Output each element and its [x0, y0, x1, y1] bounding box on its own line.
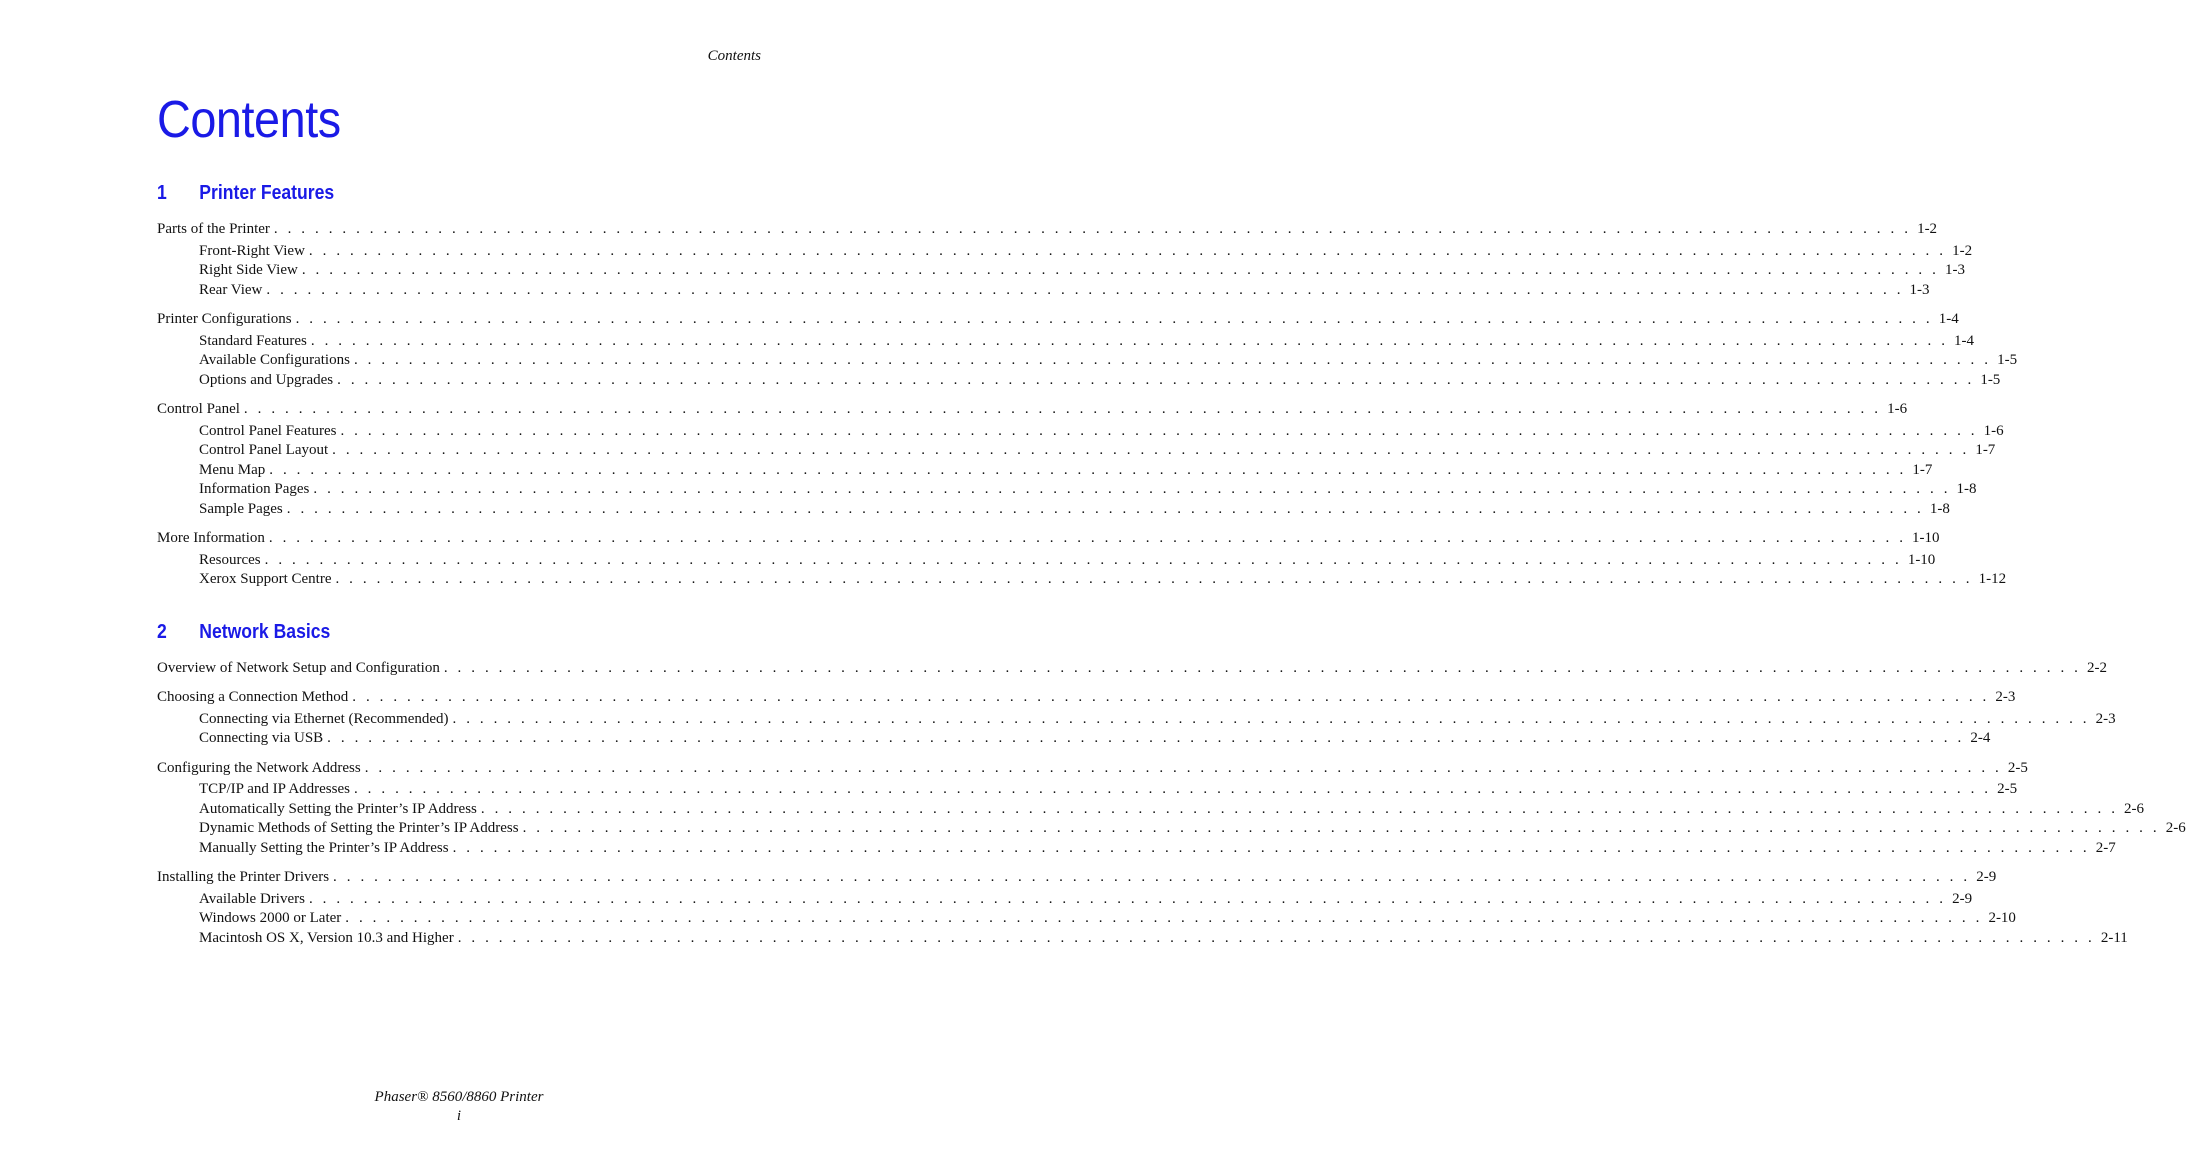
toc-entry-title: Available Drivers — [199, 890, 305, 907]
footer-page-number: i — [456, 1108, 462, 1124]
toc-entry-title: Overview of Network Setup and Configuration — [157, 659, 440, 676]
toc-page-number: 2-10 — [1988, 910, 2016, 926]
toc-page-number: 2-9 — [1952, 890, 1973, 907]
toc-subentry[interactable] — [157, 890, 1973, 910]
toc-entry-title: Installing the Printer Drivers — [157, 869, 330, 885]
dot-leader: . . . . . . . . . . . . . . . . . . . . . . . . . . . . . . . . . . . . . . . . . . . . . . . . . . . . . . . . . . . . . . . . . . . . . . . . . . . . . . . . . . . . . . . . . . . . . . . . . . . . . . . . . . . . . . . . . . . . . . . . — [452, 839, 2090, 856]
toc-subentry[interactable] — [157, 570, 2007, 590]
toc-group — [157, 220, 1973, 300]
toc-page-number: 1-2 — [1952, 242, 1973, 259]
toc-entry-title: Control Panel Layout — [199, 442, 329, 458]
toc-entry[interactable] — [157, 759, 2028, 779]
toc-group — [157, 759, 2186, 859]
toc-subentry[interactable] — [157, 800, 2145, 820]
toc-page-number: 2-5 — [2007, 759, 2028, 776]
toc-subentry[interactable] — [157, 500, 1950, 520]
dot-leader: . . . . . . . . . . . . . . . . . . . . . . . . . . . . . . . . . . . . . . . . . . . . . . . . . . . . . . . . . . . . . . . . . . . . . . . . . . . . . . . . . . . . . . . . . . . . . . . . . . . . . . . . . . . . . . . . . . . . . . . . — [457, 929, 2095, 946]
toc-page-number: 2-6 — [2124, 800, 2145, 817]
chapter-heading[interactable] — [157, 176, 689, 210]
toc-entry-title: Front-Right View — [199, 242, 305, 259]
toc-subentry[interactable] — [157, 819, 2186, 839]
toc-page-number: 1-5 — [1980, 371, 2001, 388]
toc-page-number: 2-3 — [1995, 689, 2016, 705]
page-footer — [0, 1088, 918, 1126]
dot-leader: . . . . . . . . . . . . . . . . . . . . . . . . . . . . . . . . . . . . . . . . . . . . . . . . . . . . . . . . . . . . . . . . . . . . . . . . . . . . . . . . . . . . . . . . . . . . . . . . . . . . . . . . . . . . . . . . . . . . . . . . — [310, 332, 1949, 349]
toc-page-number: 1-6 — [1887, 401, 1908, 417]
toc-entry-title: Available Configurations — [199, 352, 350, 368]
dot-leader: . . . . . . . . . . . . . . . . . . . . . . . . . . . . . . . . . . . . . . . . . . . . . . . . . . . . . . . . . . . . . . . . . . . . . . . . . . . . . . . . . . . . . . . . . . . . . . . . . . . . . . . . . . . . . . . . . . . . . . . . — [522, 820, 2160, 836]
dot-leader: . . . . . . . . . . . . . . . . . . . . . . . . . . . . . . . . . . . . . . . . . . . . . . . . . . . . . . . . . . . . . . . . . . . . . . . . . . . . . . . . . . . . . . . . . . . . . . . . . . . . . . . . . . . . . . . . . . . . . . . . — [340, 422, 1978, 439]
toc-subentry[interactable] — [157, 441, 1996, 461]
toc-page-number: 2-3 — [2095, 710, 2116, 727]
toc-page-number: 1-12 — [1978, 571, 2007, 587]
dot-leader: . . . . . . . . . . . . . . . . . . . . . . . . . . . . . . . . . . . . . . . . . . . . . . . . . . . . . . . . . . . . . . . . . . . . . . . . . . . . . . . . . . . . . . . . . . . . . . . . . . . . . . . . . . . . . . . . . . . . . . . . — [353, 781, 1992, 797]
toc-entry-title: Control Panel — [157, 401, 240, 417]
dot-leader: . . . . . . . . . . . . . . . . . . . . . . . . . . . . . . . . . . . . . . . . . . . . . . . . . . . . . . . . . . . . . . . . . . . . . . . . . . . . . . . . . . . . . . . . . . . . . . . . . . . . . . . . . . . . . . . . . . . . . . . . — [480, 800, 2119, 817]
toc-page-number: 2-11 — [2100, 929, 2128, 946]
toc-entry[interactable] — [157, 310, 1959, 330]
running-header: Contents — [707, 48, 761, 64]
toc-subentry[interactable] — [157, 422, 2004, 442]
toc-entry-title: Resources — [199, 551, 261, 568]
toc-group — [157, 868, 2128, 948]
toc-subentry[interactable] — [157, 909, 2016, 929]
chapter-number: 1 — [157, 182, 167, 204]
toc-page-number: 1-2 — [1917, 221, 1938, 237]
dot-leader: . . . . . . . . . . . . . . . . . . . . . . . . . . . . . . . . . . . . . . . . . . . . . . . . . . . . . . . . . . . . . . . . . . . . . . . . . . . . . . . . . . . . . . . . . . . . . . . . . . . . . . . . . . . . . . . . . . . . . . . . — [352, 689, 1990, 705]
toc-entry-title: Standard Features — [199, 332, 307, 349]
toc-entry-title: Right Side View — [199, 262, 298, 278]
toc-subentry[interactable] — [157, 839, 2116, 859]
dot-leader: . . . . . . . . . . . . . . . . . . . . . . . . . . . . . . . . . . . . . . . . . . . . . . . . . . . . . . . . . . . . . . . . . . . . . . . . . . . . . . . . . . . . . . . . . . . . . . . . . . . . . . . . . . . . . . . . . . . . . . . . — [266, 281, 1904, 298]
chapter-heading[interactable] — [157, 615, 689, 649]
toc-entry-title: Choosing a Connection Method — [157, 689, 349, 705]
dot-leader: . . . . . . . . . . . . . . . . . . . . . . . . . . . . . . . . . . . . . . . . . . . . . . . . . . . . . . . . . . . . . . . . . . . . . . . . . . . . . . . . . . . . . . . . . . . . . . . . . . . . . . . . . . . . . . . . . . . . . . . . — [337, 371, 1975, 388]
toc-page-number: 1-3 — [1944, 262, 1965, 278]
dot-leader: . . . . . . . . . . . . . . . . . . . . . . . . . . . . . . . . . . . . . . . . . . . . . . . . . . . . . . . . . . . . . . . . . . . . . . . . . . . . . . . . . . . . . . . . . . . . . . . . . . . . . . . . . . . . . . . . . . . . . . . . — [273, 221, 1912, 237]
toc-entry-title: TCP/IP and IP Addresses — [199, 781, 350, 797]
toc-entry[interactable] — [157, 400, 1908, 420]
toc-page-number: 1-3 — [1909, 281, 1930, 298]
toc-subentry[interactable] — [157, 480, 1977, 500]
dot-leader: . . . . . . . . . . . . . . . . . . . . . . . . . . . . . . . . . . . . . . . . . . . . . . . . . . . . . . . . . . . . . . . . . . . . . . . . . . . . . . . . . . . . . . . . . . . . . . . . . . . . . . . . . . . . . . . . . . . . . . . . — [335, 571, 1973, 587]
toc-subentry[interactable] — [157, 710, 2116, 730]
dot-leader: . . . . . . . . . . . . . . . . . . . . . . . . . . . . . . . . . . . . . . . . . . . . . . . . . . . . . . . . . . . . . . . . . . . . . . . . . . . . . . . . . . . . . . . . . . . . . . . . . . . . . . . . . . . . . . . . . . . . . . . . — [269, 461, 1907, 478]
toc-page-number: 2-7 — [2095, 839, 2116, 856]
toc-page-number: 2-9 — [1976, 869, 1997, 885]
toc-subentry[interactable] — [157, 780, 2018, 800]
toc-entry-title: Options and Upgrades — [199, 371, 334, 388]
dot-leader: . . . . . . . . . . . . . . . . . . . . . . . . . . . . . . . . . . . . . . . . . . . . . . . . . . . . . . . . . . . . . . . . . . . . . . . . . . . . . . . . . . . . . . . . . . . . . . . . . . . . . . . . . . . . . . . . . . . . . . . . — [364, 759, 2002, 776]
toc-page-number: 1-7 — [1975, 442, 1996, 458]
toc-entry-title: Control Panel Features — [199, 422, 337, 439]
dot-leader: . . . . . . . . . . . . . . . . . . . . . . . . . . . . . . . . . . . . . . . . . . . . . . . . . . . . . . . . . . . . . . . . . . . . . . . . . . . . . . . . . . . . . . . . . . . . . . . . . . . . . . . . . . . . . . . . . . . . . . . . — [286, 500, 1924, 517]
toc-entry-title: Parts of the Printer — [157, 221, 270, 237]
dot-leader: . . . . . . . . . . . . . . . . . . . . . . . . . . . . . . . . . . . . . . . . . . . . . . . . . . . . . . . . . . . . . . . . . . . . . . . . . . . . . . . . . . . . . . . . . . . . . . . . . . . . . . . . . . . . . . . . . . . . . . . . — [243, 401, 1882, 417]
toc-entry-title: Sample Pages — [199, 500, 283, 517]
toc-entry-title: More Information — [157, 530, 265, 546]
toc-page-number: 1-8 — [1929, 500, 1950, 517]
toc-page-number: 1-10 — [1907, 551, 1936, 568]
page-title: Contents — [157, 91, 341, 149]
dot-leader: . . . . . . . . . . . . . . . . . . . . . . . . . . . . . . . . . . . . . . . . . . . . . . . . . . . . . . . . . . . . . . . . . . . . . . . . . . . . . . . . . . . . . . . . . . . . . . . . . . . . . . . . . . . . . . . . . . . . . . . . — [264, 551, 1902, 568]
toc-entry[interactable] — [157, 529, 1940, 549]
dot-leader: . . . . . . . . . . . . . . . . . . . . . . . . . . . . . . . . . . . . . . . . . . . . . . . . . . . . . . . . . . . . . . . . . . . . . . . . . . . . . . . . . . . . . . . . . . . . . . . . . . . . . . . . . . . . . . . . . . . . . . . . — [313, 481, 1951, 497]
chapter-title: Network Basics — [199, 620, 331, 643]
dot-leader: . . . . . . . . . . . . . . . . . . . . . . . . . . . . . . . . . . . . . . . . . . . . . . . . . . . . . . . . . . . . . . . . . . . . . . . . . . . . . . . . . . . . . . . . . . . . . . . . . . . . . . . . . . . . . . . . . . . . . . . . — [268, 530, 1907, 546]
dot-leader: . . . . . . . . . . . . . . . . . . . . . . . . . . . . . . . . . . . . . . . . . . . . . . . . . . . . . . . . . . . . . . . . . . . . . . . . . . . . . . . . . . . . . . . . . . . . . . . . . . . . . . . . . . . . . . . . . . . . . . . . — [443, 659, 2082, 676]
chapter-section — [157, 615, 2186, 949]
dot-leader: . . . . . . . . . . . . . . . . . . . . . . . . . . . . . . . . . . . . . . . . . . . . . . . . . . . . . . . . . . . . . . . . . . . . . . . . . . . . . . . . . . . . . . . . . . . . . . . . . . . . . . . . . . . . . . . . . . . . . . . . — [301, 262, 1939, 278]
toc-entry-title: Information Pages — [199, 481, 310, 497]
dot-leader: . . . . . . . . . . . . . . . . . . . . . . . . . . . . . . . . . . . . . . . . . . . . . . . . . . . . . . . . . . . . . . . . . . . . . . . . . . . . . . . . . . . . . . . . . . . . . . . . . . . . . . . . . . . . . . . . . . . . . . . . — [452, 710, 2090, 727]
toc-page-number: 1-10 — [1912, 530, 1940, 546]
toc-subentry[interactable] — [157, 242, 1973, 262]
toc-page-number: 2-4 — [1970, 730, 1991, 746]
toc-entry[interactable] — [157, 220, 1938, 240]
toc-page-number: 1-6 — [1983, 422, 2004, 439]
dot-leader: . . . . . . . . . . . . . . . . . . . . . . . . . . . . . . . . . . . . . . . . . . . . . . . . . . . . . . . . . . . . . . . . . . . . . . . . . . . . . . . . . . . . . . . . . . . . . . . . . . . . . . . . . . . . . . . . . . . . . . . . — [308, 242, 1947, 259]
chapter-title: Printer Features — [199, 182, 335, 204]
toc-subentry[interactable] — [157, 929, 2128, 949]
toc-subentry[interactable] — [157, 371, 2001, 391]
dot-leader: . . . . . . . . . . . . . . . . . . . . . . . . . . . . . . . . . . . . . . . . . . . . . . . . . . . . . . . . . . . . . . . . . . . . . . . . . . . . . . . . . . . . . . . . . . . . . . . . . . . . . . . . . . . . . . . . . . . . . . . . — [308, 890, 1947, 907]
dot-leader: . . . . . . . . . . . . . . . . . . . . . . . . . . . . . . . . . . . . . . . . . . . . . . . . . . . . . . . . . . . . . . . . . . . . . . . . . . . . . . . . . . . . . . . . . . . . . . . . . . . . . . . . . . . . . . . . . . . . . . . . — [345, 910, 1983, 926]
dot-leader: . . . . . . . . . . . . . . . . . . . . . . . . . . . . . . . . . . . . . . . . . . . . . . . . . . . . . . . . . . . . . . . . . . . . . . . . . . . . . . . . . . . . . . . . . . . . . . . . . . . . . . . . . . . . . . . . . . . . . . . . — [353, 352, 1992, 368]
toc-entry-title: Windows 2000 or Later — [199, 910, 342, 926]
toc-group — [157, 688, 2116, 749]
toc-entry-title: Configuring the Network Address — [157, 759, 361, 776]
toc-entry-title: Connecting via Ethernet (Recommended) — [199, 710, 449, 727]
toc-page-number: 1-4 — [1954, 332, 1975, 349]
toc-entry-title: Macintosh OS X, Version 10.3 and Higher — [199, 929, 454, 946]
table-of-contents — [157, 176, 2186, 948]
toc-page-number: 2-5 — [1997, 781, 2018, 797]
toc-entry[interactable] — [157, 659, 2108, 679]
dot-leader: . . . . . . . . . . . . . . . . . . . . . . . . . . . . . . . . . . . . . . . . . . . . . . . . . . . . . . . . . . . . . . . . . . . . . . . . . . . . . . . . . . . . . . . . . . . . . . . . . . . . . . . . . . . . . . . . . . . . . . . . — [327, 730, 1965, 746]
toc-page-number: 1-5 — [1997, 352, 2018, 368]
dot-leader: . . . . . . . . . . . . . . . . . . . . . . . . . . . . . . . . . . . . . . . . . . . . . . . . . . . . . . . . . . . . . . . . . . . . . . . . . . . . . . . . . . . . . . . . . . . . . . . . . . . . . . . . . . . . . . . . . . . . . . . . — [333, 869, 1971, 885]
toc-subentry[interactable] — [157, 261, 1965, 281]
toc-subentry[interactable] — [157, 332, 1975, 352]
dot-leader: . . . . . . . . . . . . . . . . . . . . . . . . . . . . . . . . . . . . . . . . . . . . . . . . . . . . . . . . . . . . . . . . . . . . . . . . . . . . . . . . . . . . . . . . . . . . . . . . . . . . . . . . . . . . . . . . . . . . . . . . — [332, 442, 1970, 458]
toc-group — [157, 400, 2004, 519]
toc-entry-title: Dynamic Methods of Setting the Printer’s IP Address — [199, 820, 519, 836]
toc-group — [157, 310, 2018, 390]
toc-entry-title: Connecting via USB — [199, 730, 324, 746]
toc-entry-title: Automatically Setting the Printer’s IP Address — [199, 800, 477, 817]
toc-page-number: 1-8 — [1956, 481, 1977, 497]
toc-page-number: 2-6 — [2165, 820, 2186, 836]
toc-subentry[interactable] — [157, 729, 1991, 749]
toc-subentry[interactable] — [157, 461, 1933, 481]
chapter-number: 2 — [157, 620, 167, 643]
toc-group — [157, 659, 2108, 679]
toc-entry-title: Printer Configurations — [157, 311, 292, 327]
toc-page-number: 1-7 — [1912, 461, 1933, 478]
toc-entry-title: Rear View — [199, 281, 263, 298]
chapter-section — [157, 176, 2018, 590]
dot-leader: . . . . . . . . . . . . . . . . . . . . . . . . . . . . . . . . . . . . . . . . . . . . . . . . . . . . . . . . . . . . . . . . . . . . . . . . . . . . . . . . . . . . . . . . . . . . . . . . . . . . . . . . . . . . . . . . . . . . . . . . — [295, 311, 1933, 327]
toc-subentry[interactable] — [157, 281, 1930, 301]
toc-entry-title: Menu Map — [199, 461, 266, 478]
toc-group — [157, 529, 2007, 590]
toc-entry-title: Xerox Support Centre — [199, 571, 332, 587]
footer-product-name: Phaser® 8560/8860 Printer — [374, 1089, 544, 1105]
toc-subentry[interactable] — [157, 351, 2018, 371]
toc-page-number: 1-4 — [1938, 311, 1959, 327]
toc-entry[interactable] — [157, 868, 1997, 888]
toc-entry-title: Manually Setting the Printer’s IP Address — [199, 839, 449, 856]
toc-page-number: 2-2 — [2087, 659, 2108, 676]
toc-entry[interactable] — [157, 688, 2016, 708]
toc-subentry[interactable] — [157, 551, 1936, 571]
